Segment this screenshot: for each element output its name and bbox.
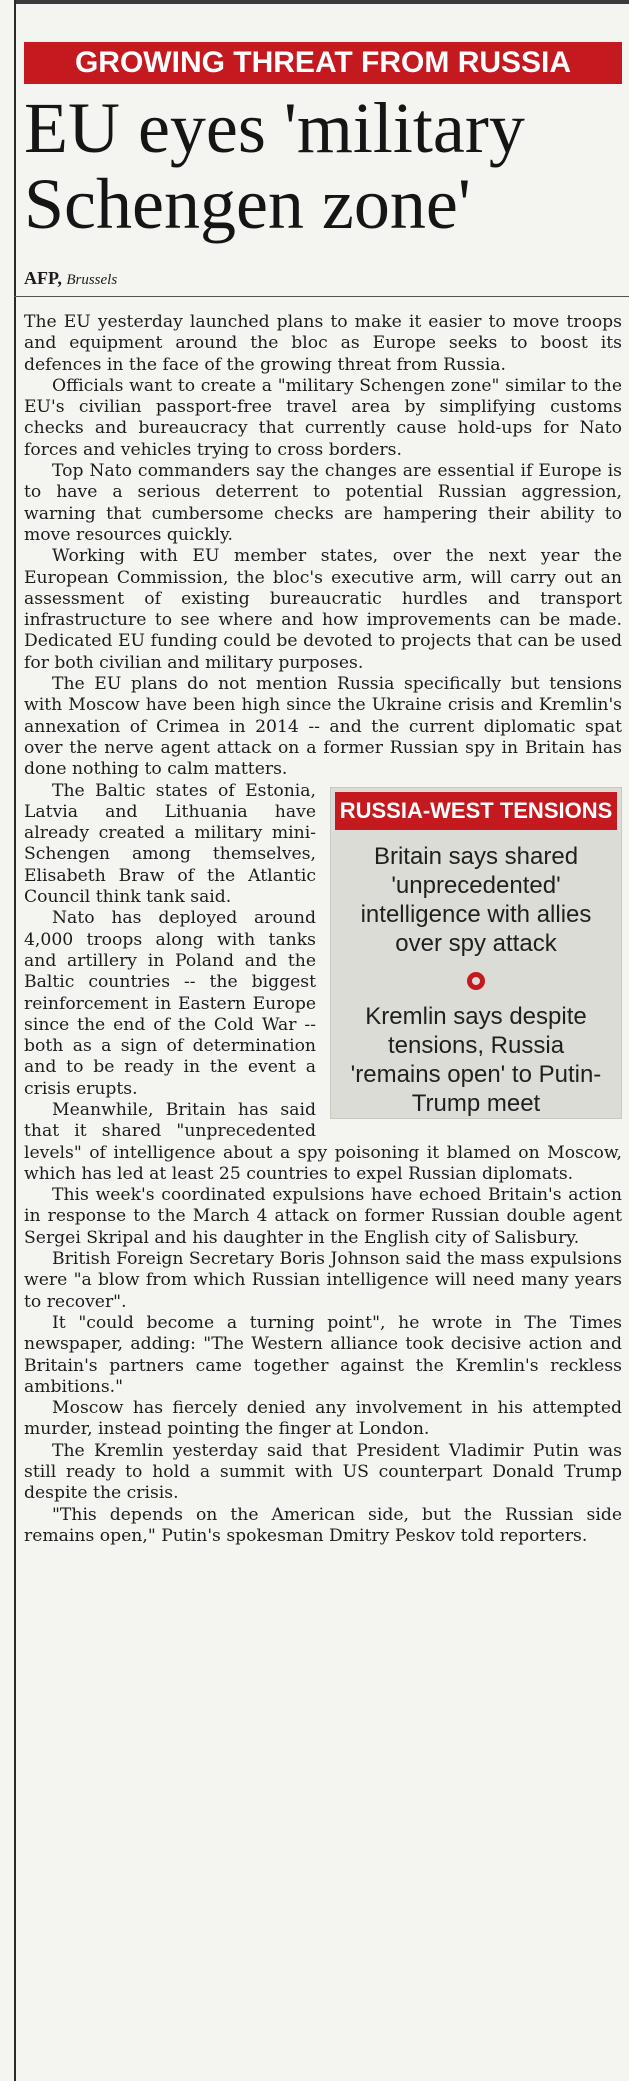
paragraph: This week's coordinated expulsions have echoed Britain's action in response to the March 4 attack on former Russian double agent Sergei Skripal and his daughter in the English city of Salisbury. <box>24 1185 622 1248</box>
sidebar-item: Kremlin says despite tensions, Russia 'remains open' to Putin-Trump meet <box>350 1002 602 1117</box>
byline-place: Brussels <box>66 272 118 288</box>
paragraph: The Kremlin yesterday said that President Vladimir Putin was still ready to hold a summit with US counterpart Donald Trump despite the crisis. <box>24 1440 622 1504</box>
circle-bullet-icon <box>467 972 485 990</box>
paragraph: Top Nato commanders say the changes are essential if Europe is to have a serious deterrent to potential Russian aggression, warning that cumbersome checks are hampering their ability to move resources quickly. <box>24 461 622 545</box>
article-body <box>24 312 622 1547</box>
sidebar-title: RUSSIA-WEST TENSIONS <box>335 792 617 830</box>
paragraph: The Baltic states of Estonia, Latvia and Lithuania have already created a military mini-Schengen among themselves, Elisabeth Braw of the Atlantic Council think tank said. <box>24 780 316 908</box>
top-border <box>14 0 629 4</box>
paragraph: The EU plans do not mention Russia specifically but tensions with Moscow have been high since the Ukraine crisis and Kremlin's annexation of Crimea in 2014 -- and the current diplomatic spat over the nerve agent attack on a former Russian spy in Britain has done nothing to calm matters. <box>24 674 622 780</box>
paragraph: Moscow has fiercely denied any involvement in his attempted murder, instead pointing the finger at London. <box>24 1398 622 1440</box>
divider <box>14 296 629 297</box>
paragraph: "This depends on the American side, but the Russian side remains open," Putin's spokesman Dmitry Peskov told reporters. <box>24 1504 622 1546</box>
byline-agency: AFP, <box>24 268 62 288</box>
paragraph: British Foreign Secretary Boris Johnson said the mass expulsions were "a blow from which Russian intelligence will need many years to recover". <box>24 1249 622 1312</box>
column-border <box>14 0 16 2081</box>
paragraph: The EU yesterday launched plans to make it easier to move troops and equipment around the bloc as Europe seeks to boost its defences in the face of the growing threat from Russia. <box>24 312 622 375</box>
paragraph: Officials want to create a "military Schengen zone" similar to the EU's civilian passport-free travel area by simplifying customs checks and bureaucracy that currently cause hold-ups for Nato forces and vehicles trying to cross borders. <box>24 375 622 460</box>
paragraph: Meanwhile, Britain has said that it shared "unprecedented levels" of intelligence about a spy poisoning it blamed on Moscow, which has led at least 25 countries to expel Russian diplomats. <box>24 1099 622 1184</box>
byline <box>24 268 117 289</box>
kicker-banner: GROWING THREAT FROM RUSSIA <box>24 42 622 84</box>
sidebar-box <box>330 787 622 1119</box>
sidebar-item: Britain says shared 'unprecedented' intelligence with allies over spy attack <box>360 842 592 957</box>
headline: EU eyes 'military Schengen zone' <box>24 88 525 244</box>
paragraph: It "could become a turning point", he wrote in The Times newspaper, adding: "The Western alliance took decisive action and Britain's partners came together against the Kremlin's reckless ambitions." <box>24 1312 622 1397</box>
paragraph: Working with EU member states, over the next year the European Commission, the bloc's executive arm, will carry out an assessment of existing bureaucratic hurdles and transport infrastructure to see where and how improvements can be made. Dedicated EU funding could be devoted to projects that can be used for both civilian and military purposes. <box>24 546 622 673</box>
paragraph: Nato has deployed around 4,000 troops along with tanks and artillery in Poland and the Baltic countries -- the biggest reinforcement in Eastern Europe since the end of the Cold War -- both as a sign of determination and to be ready in the event a crisis erupts. <box>24 908 316 1099</box>
